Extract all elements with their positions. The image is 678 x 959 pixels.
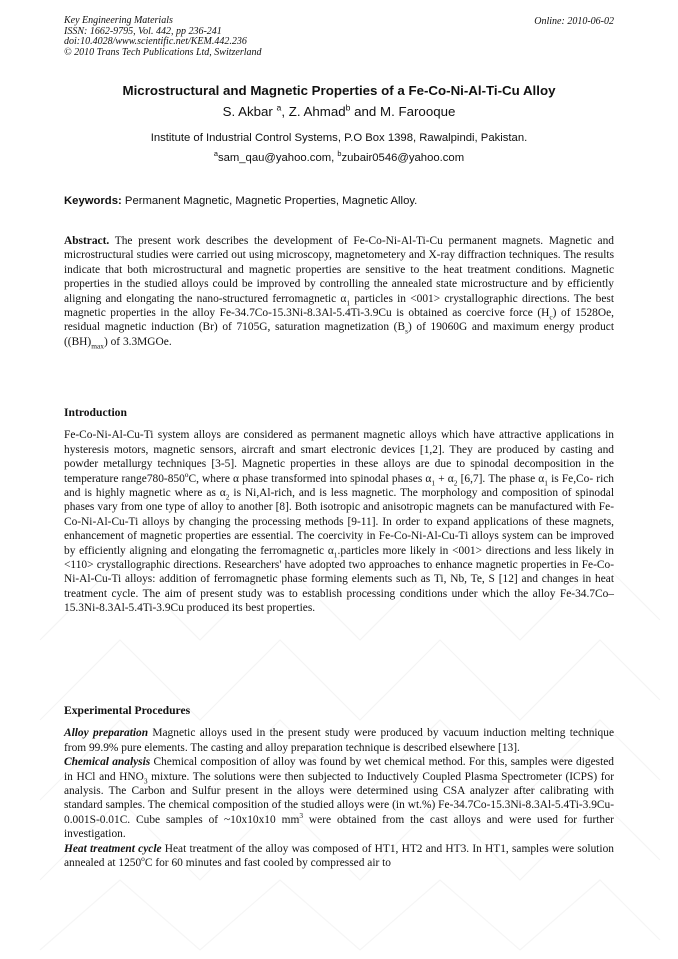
intro-text: Fe-Co-Ni-Al-Cu-Ti system alloys are considered as permanent magnetic alloys which have attractive applications in hysteresis motors, magnetic sensors, aircraft and smart electronic devices [1,2]. They are produced by casting and powder metallurgy techniques [3-5]. Magnetic properties in these alloys are due to spinodal decomposition in the temperature range780-850 <box>64 429 614 485</box>
online-date: Online: 2010-06-02 <box>534 16 614 27</box>
email-mark-a: a <box>213 149 218 159</box>
keywords <box>64 195 417 207</box>
paragraph-text: mixture. The solutions were then subjected to Inductively Coupled Plasma Spectrometer (ICPS) for analysis. The Carbon and Sulfur present in the alloys were determined using CSA analyzer after calibrating with standard samples. The chemical composition of the studied alloys were (in wt.%) Fe-34.7Co-15.3Ni-8.3Al-5.4Ti-3.9Cu-0.001S-0.01C. Cube samples of ~10x10x10 mm <box>64 770 615 826</box>
author-1: S. Akbar <box>222 104 277 119</box>
paper-title: Microstructural and Magnetic Properties of a Fe-Co-Ni-Al-Ti-Cu Alloy <box>122 83 556 98</box>
abstract <box>64 234 614 349</box>
abstract-text: particles in <001> crystallographic directions. The best magnetic properties in the alloy Fe-34.7Co-15.3Ni-8.3Al-5.4Ti-3.9Cu is obtained as coercive force (H <box>64 292 614 320</box>
run-in-heading: Chemical analysis <box>64 756 151 769</box>
abstract-text: ) of 19060G and maximum energy product ((BH) <box>64 321 614 348</box>
experimental-section <box>64 704 614 870</box>
paragraph-text: Heat treatment of the alloy was composed of HT1, HT2 and HT3. In HT1, samples were solution annealed at 1250 <box>64 842 614 870</box>
author-2: , Z. Ahmad <box>281 104 346 119</box>
paragraph-text: C for 60 minutes and fast cooled by compressed air to <box>144 857 391 870</box>
run-in-heading: Alloy preparation <box>64 727 149 740</box>
author-emails <box>0 149 678 164</box>
journal-header <box>64 16 262 58</box>
author-list <box>0 104 678 119</box>
author-1-mark: a <box>276 102 282 113</box>
superscript: 3 <box>299 811 304 821</box>
intro-text: .particles more likely in <001> directions and less likely in <110> crystallographic directions. Researchers' have adopted two approaches to enhance magnetic properties in Fe-Co-Ni-Al-Cu-Ti alloys: addition of ferromagnetic phase forming elements such as Ti, Nb, Te, S [12] and changes in heat treatment cycle. The aim of present study was to establish processing conditions under which the alloy Fe-34.7Co–15.3Ni-8.3Al-5.4Ti-3.9Cu produced its best properties. <box>64 544 614 615</box>
email-b: zubair0546@yahoo.com <box>341 152 465 164</box>
abstract-text: ) of 1528Oe, residual magnetic induction (Br) of 7105G, saturation magnetization (B <box>64 307 614 334</box>
intro-text: is Fe,Co- rich and is highly magnetic where as α <box>64 472 614 500</box>
subscript: 2 <box>225 492 230 502</box>
doi-line: doi:10.4028/www.scientific.net/KEM.442.236 <box>64 36 247 47</box>
introduction-section <box>64 406 614 616</box>
affiliation: Institute of Industrial Control Systems, P.O Box 1398, Rawalpindi, Pakistan. <box>150 132 528 144</box>
paragraph-text: were obtained from the cast alloys and were used for further investigation. <box>64 813 614 841</box>
keywords-label: Keywords: <box>64 195 122 207</box>
issn-line: ISSN: 1662-9795, Vol. 442, pp 236-241 <box>64 25 222 37</box>
subscript: 1 <box>333 549 338 559</box>
abstract-text: ) of 3.3MGOe. <box>103 335 172 348</box>
heat-treatment-paragraph <box>64 842 614 871</box>
chemical-analysis-paragraph <box>64 755 614 841</box>
subscript: max <box>91 341 104 351</box>
subscript: 1 <box>431 477 436 487</box>
journal-name: Key Engineering Materials <box>64 15 173 26</box>
copyright-line: © 2010 Trans Tech Publications Ltd, Switzerland <box>64 46 262 58</box>
author-3: and M. Farooque <box>350 104 456 119</box>
section-heading-introduction: Introduction <box>64 406 127 419</box>
paragraph-text: Chemical composition of alloy was found by wet chemical method. For this, samples were digested in HCl and HNO <box>64 756 614 783</box>
run-in-heading: Heat treatment cycle <box>64 842 162 855</box>
paragraph-text: Magnetic alloys used in the present study were produced by vacuum induction melting technique from 99.9% pure elements. The casting and alloy preparation technique is described elsewhere [13]. <box>64 727 614 754</box>
subscript: 2 <box>453 477 458 487</box>
subscript: 3 <box>143 775 148 785</box>
intro-text: C, where α phase transformed into spinodal phases α <box>188 472 432 485</box>
subscript: 1 <box>346 297 351 307</box>
alloy-preparation-paragraph <box>64 726 614 755</box>
section-heading-experimental: Experimental Procedures <box>64 704 191 717</box>
superscript: o <box>141 854 145 864</box>
intro-text: is Ni,Al-rich, and is less magnetic. The morphology and composition of spinodal phases vary from one type of alloy to another [8]. Both isotropic and anisotropic magnets can be manufactured with Fe-Co-Ni-Al-Cu-Ti alloys by changing the processing methods [9-11]. In order to expand applications of these magnets, enhancement of magnetic properties are essential. The coercivity in Fe-Co-Ni-Al-Cu-Ti alloys system can be improved by efficiently aligning and elongating the ferromagnetic α <box>64 487 614 557</box>
intro-text: [6,7]. The phase α <box>457 472 545 485</box>
email-a: sam_qau@yahoo.com, <box>217 152 338 164</box>
subscript: 1 <box>544 477 548 487</box>
subscript: s <box>405 326 408 336</box>
intro-text: + α <box>435 472 454 485</box>
abstract-text: The present work describes the development of Fe-Co-Ni-Al-Ti-Cu permanent magnets. Magnetic and microstructural studies were carried out using microscopy, magnetometery and X-ray diffraction techniques. The results indicate that both microstructural and magnetic properties are sensitive to the heat treatment conditions. Magnetic properties in the studied alloys could be improved by controlling the annealed state microstructure and by efficiently aligning and elongating the nano-structured ferromagnetic α <box>64 235 614 305</box>
abstract-label: Abstract. <box>64 235 110 247</box>
keywords-text: Permanent Magnetic, Magnetic Properties, Magnetic Alloy. <box>121 195 418 207</box>
author-2-mark: b <box>345 102 351 113</box>
email-mark-b: b <box>337 149 342 159</box>
superscript: o <box>184 469 189 479</box>
subscript: c <box>549 312 553 322</box>
